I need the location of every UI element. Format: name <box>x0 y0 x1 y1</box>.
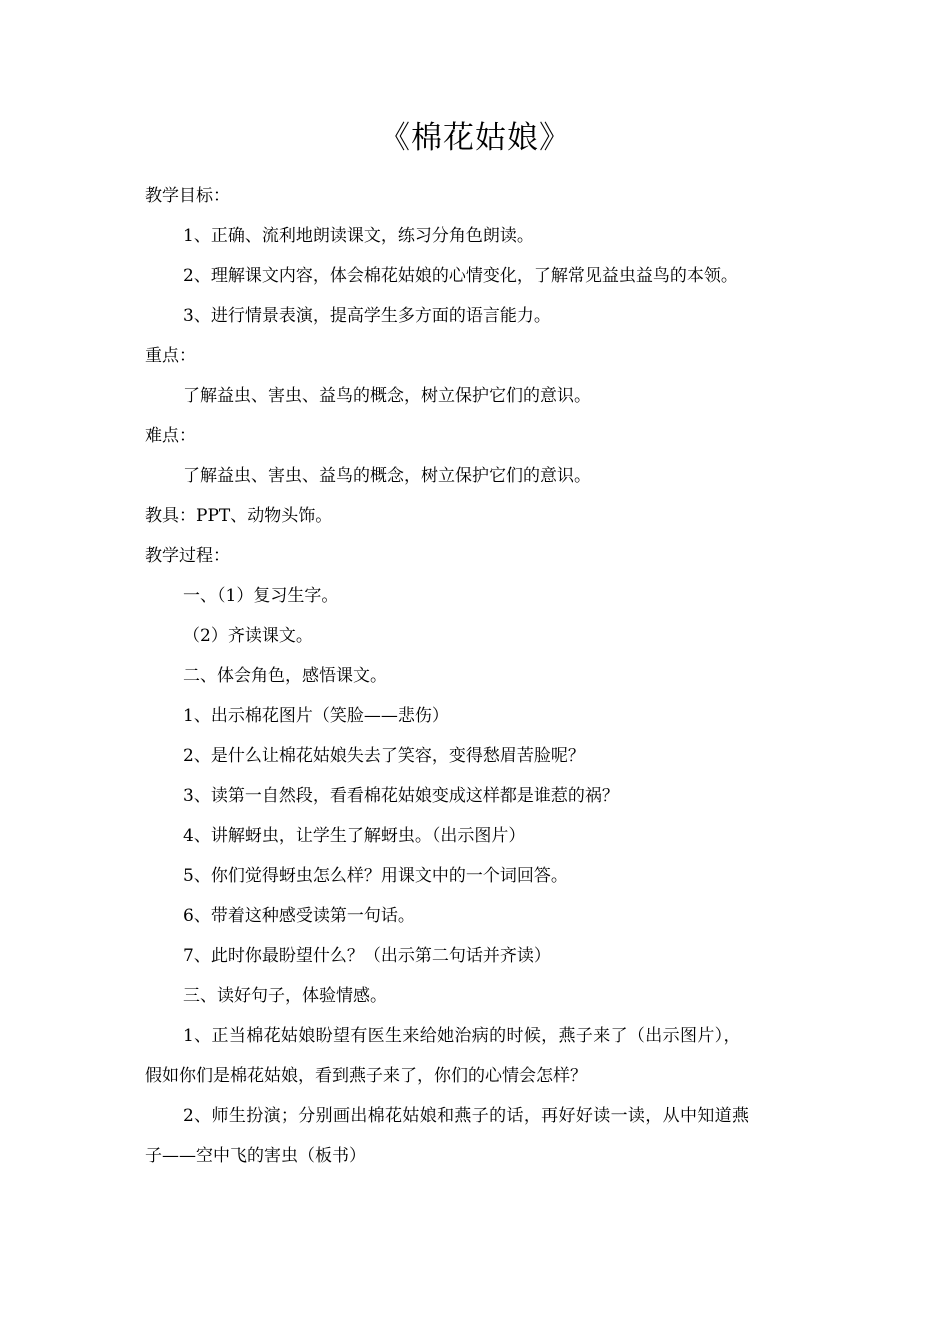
process-step: 2、师生扮演；分别画出棉花姑娘和燕子的话，再好好读一读，从中知道燕 <box>183 1106 750 1126</box>
process-step: 一、（1）复习生字。 <box>183 586 339 606</box>
heading-teaching-goals: 教学目标： <box>145 186 230 206</box>
heading-difficulties: 难点： <box>145 426 196 446</box>
difficulty-text: 了解益虫、害虫、益鸟的概念，树立保护它们的意识。 <box>183 466 591 486</box>
teaching-aids: 教具：PPT、动物头饰。 <box>145 506 333 526</box>
process-step: 1、正当棉花姑娘盼望有医生来给她治病的时候，燕子来了（出示图片）， <box>183 1026 741 1046</box>
goal-item: 2、理解课文内容，体会棉花姑娘的心情变化，了解常见益虫益鸟的本领。 <box>183 266 738 286</box>
process-step: 6、带着这种感受读第一句话。 <box>183 906 415 926</box>
heading-key-points: 重点： <box>145 346 196 366</box>
process-step-continuation: 假如你们是棉花姑娘，看到燕子来了，你们的心情会怎样？ <box>145 1066 587 1086</box>
process-section-heading: 二、体会角色，感悟课文。 <box>183 666 387 686</box>
process-section-heading: 三、读好句子，体验情感。 <box>183 986 387 1006</box>
document-title: 《棉花姑娘》 <box>379 120 571 156</box>
process-step: 7、此时你最盼望什么？（出示第二句话并齐读） <box>183 946 551 966</box>
key-point-text: 了解益虫、害虫、益鸟的概念，树立保护它们的意识。 <box>183 386 591 406</box>
heading-teaching-process: 教学过程： <box>145 546 230 566</box>
process-step-continuation: 子——空中飞的害虫（板书） <box>145 1146 366 1166</box>
process-step: （2）齐读课文。 <box>183 626 313 646</box>
process-step: 4、讲解蚜虫，让学生了解蚜虫。（出示图片） <box>183 826 526 846</box>
process-step: 1、出示棉花图片（笑脸——悲伤） <box>183 706 449 726</box>
goal-item: 1、正确、流利地朗读课文，练习分角色朗读。 <box>183 226 534 246</box>
process-step: 5、你们觉得蚜虫怎么样？用课文中的一个词回答。 <box>183 866 568 886</box>
process-step: 3、读第一自然段，看看棉花姑娘变成这样都是谁惹的祸？ <box>183 786 619 806</box>
goal-item: 3、进行情景表演，提高学生多方面的语言能力。 <box>183 306 551 326</box>
process-step: 2、是什么让棉花姑娘失去了笑容，变得愁眉苦脸呢？ <box>183 746 585 766</box>
